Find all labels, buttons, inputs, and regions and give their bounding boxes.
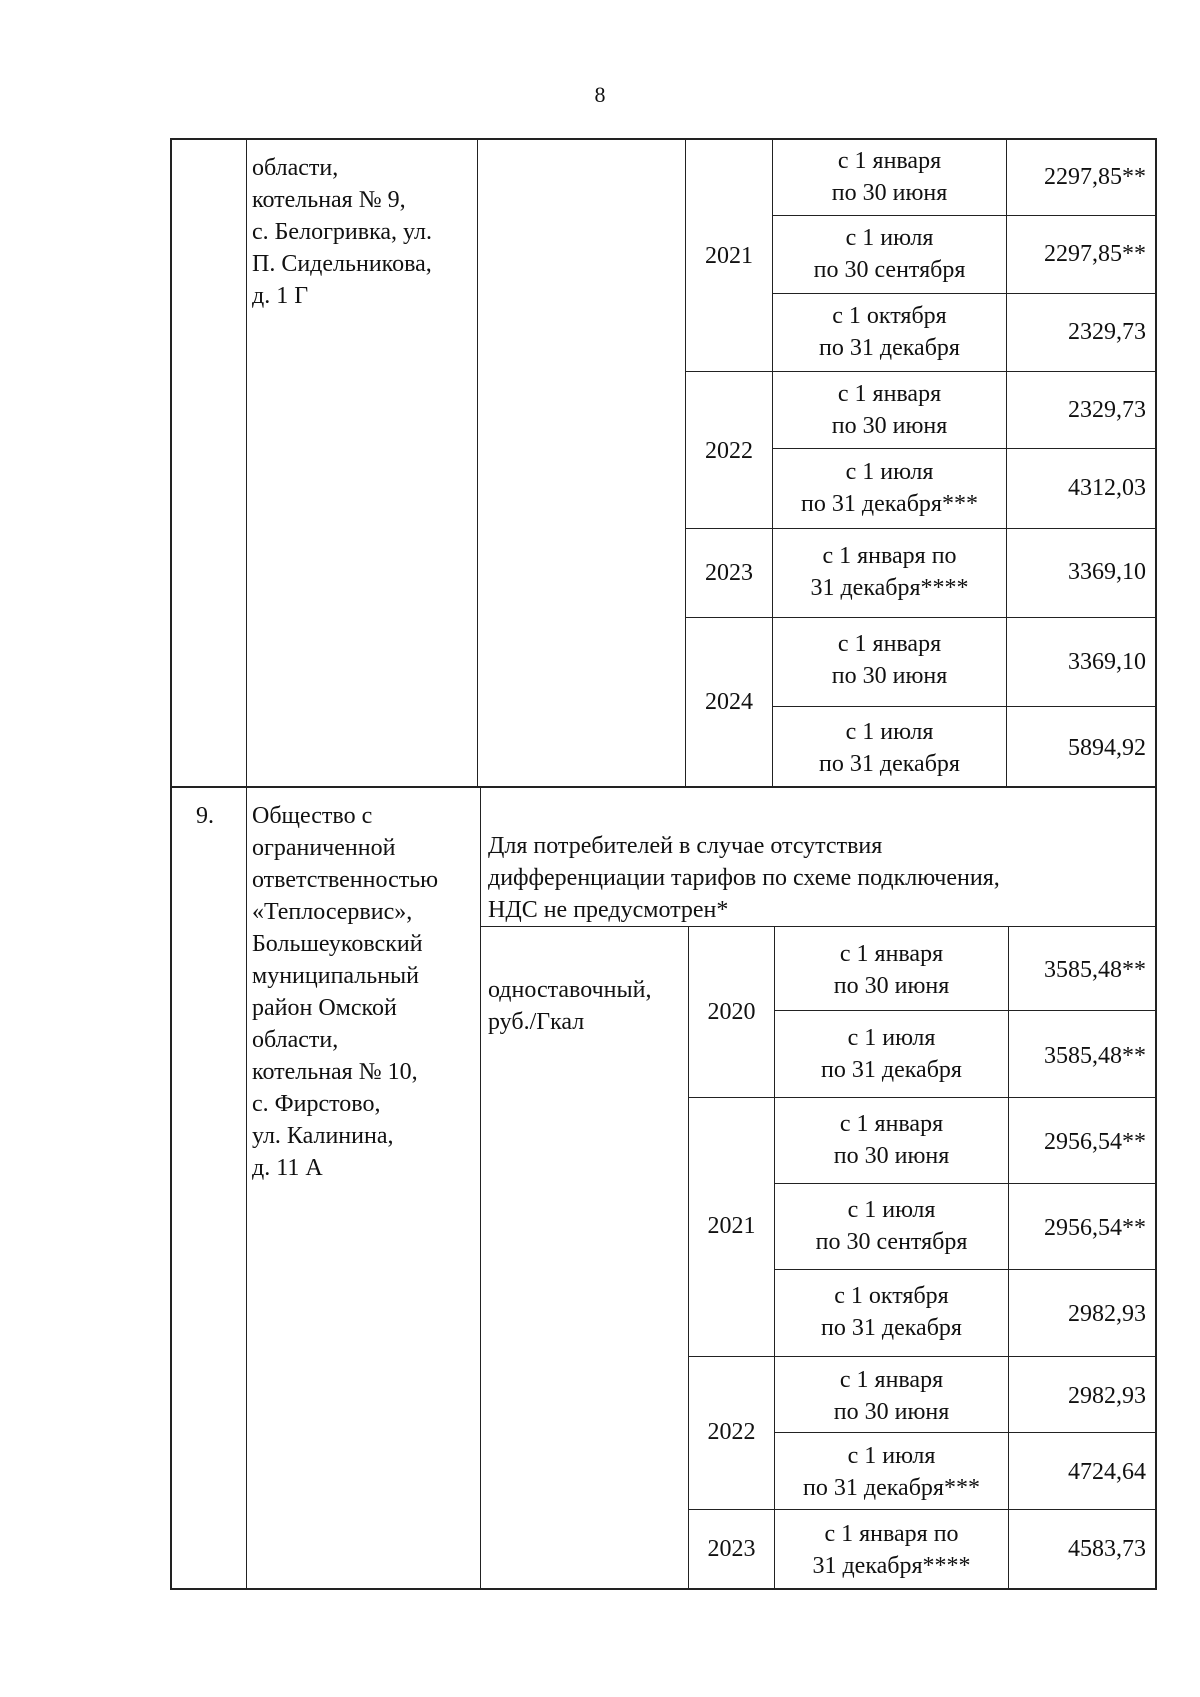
year-cell: 2023 — [707, 1536, 756, 1562]
org-line: муниципальный — [252, 963, 420, 989]
year-cell: 2022 — [705, 438, 753, 464]
period-cell: 31 декабря**** — [810, 575, 969, 601]
period-cell: с 1 января — [839, 1367, 944, 1393]
row-divider — [772, 293, 1156, 294]
value-cell: 4312,03 — [1068, 475, 1146, 501]
header-line: дифференциации тарифов по схеме подключения, — [488, 865, 1000, 891]
period-cell: по 30 июня — [831, 413, 948, 439]
header-divider-2 — [480, 926, 1156, 927]
period-cell: с 1 января — [839, 1111, 944, 1137]
period-cell: с 1 июля — [845, 225, 934, 251]
org-line: с. Белогривка, ул. — [252, 219, 432, 245]
row-divider — [685, 371, 1156, 372]
period-cell: с 1 января — [839, 941, 944, 967]
period-cell: с 1 июля — [847, 1197, 936, 1223]
value-cell: 4724,64 — [1068, 1459, 1146, 1485]
col-divider-period-1 — [1006, 138, 1007, 787]
value-cell: 2982,93 — [1068, 1301, 1146, 1327]
period-cell: по 31 декабря — [819, 751, 960, 777]
org-line: д. 11 А — [252, 1155, 323, 1181]
year-cell: 2020 — [707, 999, 756, 1025]
block-divider — [170, 786, 1157, 788]
row-divider — [774, 1432, 1156, 1433]
org-line: ул. Калинина, — [252, 1123, 394, 1149]
org-line: Большеуковский — [252, 931, 423, 957]
period-cell: с 1 июля — [847, 1443, 936, 1469]
row-divider — [688, 1356, 1156, 1357]
org-line: котельная № 9, — [252, 187, 406, 213]
value-cell: 4583,73 — [1068, 1536, 1146, 1562]
col-divider-period-2 — [1008, 926, 1009, 1590]
year-cell: 2022 — [707, 1419, 756, 1445]
period-cell: по 30 июня — [833, 1399, 950, 1425]
value-cell: 2329,73 — [1068, 397, 1146, 423]
col-divider-number — [246, 138, 247, 1590]
period-cell: с 1 июля — [847, 1025, 936, 1051]
row-divider — [772, 215, 1156, 216]
period-cell: с 1 января — [837, 631, 942, 657]
value-cell: 3369,10 — [1068, 559, 1146, 585]
org-line: области, — [252, 1027, 339, 1053]
row-divider — [774, 1269, 1156, 1270]
tariff-type: руб./Гкал — [488, 1009, 585, 1035]
org-line: ограниченной — [252, 835, 396, 861]
period-cell: с 1 января по — [824, 1521, 959, 1547]
row-number: 9. — [196, 803, 214, 829]
value-cell: 2956,54** — [1044, 1129, 1146, 1155]
header-line: Для потребителей в случае отсутствия — [488, 833, 883, 859]
value-cell: 2982,93 — [1068, 1383, 1146, 1409]
period-cell: 31 декабря**** — [812, 1553, 971, 1579]
table-border-top — [170, 138, 1156, 140]
header-line: НДС не предусмотрен* — [488, 897, 729, 923]
period-cell: по 31 декабря*** — [801, 491, 978, 517]
year-cell: 2021 — [705, 243, 753, 269]
row-divider — [774, 1183, 1156, 1184]
value-cell: 2329,73 — [1068, 319, 1146, 345]
page-number: 8 — [594, 82, 606, 107]
row-divider — [774, 1010, 1156, 1011]
value-cell: 3369,10 — [1068, 649, 1146, 675]
org-line: области, — [252, 155, 339, 181]
period-cell: с 1 июля — [845, 459, 934, 485]
org-line: Общество с — [252, 803, 373, 829]
period-cell: с 1 октября — [832, 303, 947, 329]
period-cell: с 1 января — [837, 148, 942, 174]
org-line: «Теплосервис», — [252, 899, 413, 925]
col-divider-org-1 — [477, 138, 478, 787]
period-cell: с 1 января по — [822, 543, 957, 569]
row-divider — [772, 706, 1156, 707]
table-border-right — [1155, 138, 1157, 1590]
row-divider — [685, 528, 1156, 529]
org-line: район Омской — [252, 995, 397, 1021]
org-line: П. Сидельникова, — [252, 251, 432, 277]
org-line: ответственностью — [252, 867, 439, 893]
period-cell: по 31 декабря — [821, 1315, 962, 1341]
org-line: д. 1 Г — [252, 283, 309, 309]
col-divider-org-2 — [480, 787, 481, 1590]
value-cell: 2297,85** — [1044, 241, 1146, 267]
period-cell: по 30 июня — [833, 973, 950, 999]
row-divider — [688, 1097, 1156, 1098]
period-cell: по 30 сентября — [813, 257, 966, 283]
period-cell: по 30 июня — [831, 180, 948, 206]
value-cell: 5894,92 — [1068, 735, 1146, 761]
row-divider — [688, 1509, 1156, 1510]
period-cell: по 31 декабря*** — [803, 1475, 980, 1501]
value-cell: 3585,48** — [1044, 1043, 1146, 1069]
year-cell: 2023 — [705, 560, 753, 586]
org-line: с. Фирстово, — [252, 1091, 381, 1117]
tariff-type: одноставочный, — [488, 977, 652, 1003]
period-cell: по 31 декабря — [821, 1057, 962, 1083]
value-cell: 2956,54** — [1044, 1215, 1146, 1241]
period-cell: по 30 июня — [833, 1143, 950, 1169]
row-divider — [685, 617, 1156, 618]
period-cell: с 1 октября — [834, 1283, 949, 1309]
value-cell: 3585,48** — [1044, 957, 1146, 983]
year-cell: 2024 — [705, 689, 753, 715]
period-cell: по 31 декабря — [819, 335, 960, 361]
period-cell: с 1 января — [837, 381, 942, 407]
row-divider — [772, 448, 1156, 449]
period-cell: по 30 сентября — [815, 1229, 968, 1255]
value-cell: 2297,85** — [1044, 164, 1146, 190]
table-border-left — [170, 138, 172, 1590]
year-cell: 2021 — [707, 1213, 756, 1239]
org-line: котельная № 10, — [252, 1059, 418, 1085]
period-cell: с 1 июля — [845, 719, 934, 745]
period-cell: по 30 июня — [831, 663, 948, 689]
